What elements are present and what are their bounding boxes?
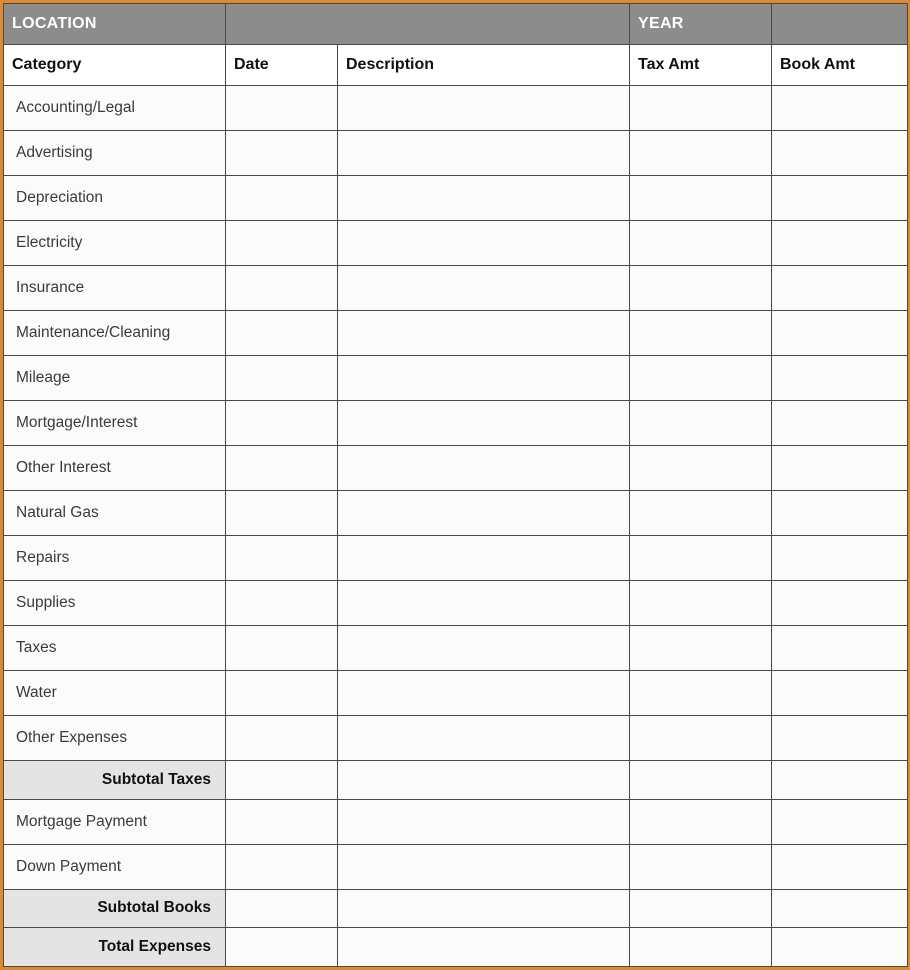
row-description[interactable] (338, 799, 630, 844)
year-label: YEAR (630, 4, 772, 45)
row-date[interactable] (226, 491, 338, 536)
row-description[interactable] (338, 446, 630, 491)
row-description[interactable] (338, 928, 630, 967)
table-row (4, 131, 908, 176)
location-label: LOCATION (4, 4, 226, 45)
row-category: Accounting/Legal (4, 86, 226, 131)
table-row (4, 581, 908, 626)
row-book-amt[interactable] (772, 86, 908, 131)
row-description[interactable] (338, 131, 630, 176)
row-description[interactable] (338, 626, 630, 671)
row-book-amt[interactable] (772, 844, 908, 889)
row-tax-amt[interactable] (630, 86, 772, 131)
row-category: Other Expenses (4, 716, 226, 761)
row-description[interactable] (338, 86, 630, 131)
row-tax-amt[interactable] (630, 536, 772, 581)
row-date[interactable] (226, 671, 338, 716)
row-category: Advertising (4, 131, 226, 176)
row-category: Mileage (4, 356, 226, 401)
row-category: Water (4, 671, 226, 716)
row-date[interactable] (226, 536, 338, 581)
row-date[interactable] (226, 844, 338, 889)
row-book-amt[interactable] (772, 671, 908, 716)
row-description[interactable] (338, 401, 630, 446)
row-tax-amt[interactable] (630, 581, 772, 626)
table-row (4, 716, 908, 761)
row-book-amt[interactable] (772, 889, 908, 928)
row-book-amt[interactable] (772, 928, 908, 967)
table-row (4, 176, 908, 221)
row-description[interactable] (338, 311, 630, 356)
row-date[interactable] (226, 446, 338, 491)
row-tax-amt[interactable] (630, 311, 772, 356)
row-date[interactable] (226, 928, 338, 967)
row-category: Repairs (4, 536, 226, 581)
row-book-amt[interactable] (772, 401, 908, 446)
row-category: Mortgage/Interest (4, 401, 226, 446)
row-tax-amt[interactable] (630, 266, 772, 311)
row-description[interactable] (338, 581, 630, 626)
row-category: Total Expenses (4, 928, 226, 967)
column-header-row (4, 45, 908, 86)
row-description[interactable] (338, 221, 630, 266)
row-category: Supplies (4, 581, 226, 626)
row-category: Taxes (4, 626, 226, 671)
row-category: Maintenance/Cleaning (4, 311, 226, 356)
row-book-amt[interactable] (772, 311, 908, 356)
table-row (4, 671, 908, 716)
row-book-amt[interactable] (772, 761, 908, 800)
row-book-amt[interactable] (772, 176, 908, 221)
table-row (4, 491, 908, 536)
row-tax-amt[interactable] (630, 626, 772, 671)
table-row (4, 266, 908, 311)
table-row (4, 536, 908, 581)
row-book-amt[interactable] (772, 491, 908, 536)
row-book-amt[interactable] (772, 536, 908, 581)
column-header-tax-amt: Tax Amt (630, 45, 772, 86)
row-book-amt[interactable] (772, 626, 908, 671)
row-book-amt[interactable] (772, 356, 908, 401)
row-description[interactable] (338, 491, 630, 536)
row-description[interactable] (338, 889, 630, 928)
row-date[interactable] (226, 131, 338, 176)
column-header-book-amt: Book Amt (772, 45, 908, 86)
table-row (4, 356, 908, 401)
row-date[interactable] (226, 176, 338, 221)
row-description[interactable] (338, 266, 630, 311)
row-tax-amt[interactable] (630, 889, 772, 928)
row-tax-amt[interactable] (630, 131, 772, 176)
table-row (4, 401, 908, 446)
row-category: Subtotal Taxes (4, 761, 226, 800)
row-date[interactable] (226, 266, 338, 311)
expense-table (3, 3, 908, 967)
row-tax-amt[interactable] (630, 844, 772, 889)
row-date[interactable] (226, 626, 338, 671)
row-date[interactable] (226, 221, 338, 266)
row-description[interactable] (338, 356, 630, 401)
table-row (4, 844, 908, 889)
row-category: Depreciation (4, 176, 226, 221)
column-header-description: Description (338, 45, 630, 86)
row-tax-amt[interactable] (630, 401, 772, 446)
row-description[interactable] (338, 176, 630, 221)
total-expenses-row (4, 928, 908, 967)
row-date[interactable] (226, 311, 338, 356)
column-header-category: Category (4, 45, 226, 86)
row-book-amt[interactable] (772, 581, 908, 626)
table-row (4, 86, 908, 131)
row-category: Mortgage Payment (4, 799, 226, 844)
row-category: Natural Gas (4, 491, 226, 536)
row-book-amt[interactable] (772, 221, 908, 266)
row-description[interactable] (338, 671, 630, 716)
row-category: Other Interest (4, 446, 226, 491)
row-category: Subtotal Books (4, 889, 226, 928)
row-date[interactable] (226, 716, 338, 761)
row-book-amt[interactable] (772, 446, 908, 491)
row-tax-amt[interactable] (630, 716, 772, 761)
row-description[interactable] (338, 844, 630, 889)
row-date[interactable] (226, 761, 338, 800)
row-date[interactable] (226, 799, 338, 844)
row-description[interactable] (338, 716, 630, 761)
row-category: Insurance (4, 266, 226, 311)
row-tax-amt[interactable] (630, 176, 772, 221)
table-row (4, 799, 908, 844)
table-row (4, 626, 908, 671)
row-tax-amt[interactable] (630, 799, 772, 844)
row-tax-amt[interactable] (630, 928, 772, 967)
subtotal-books-row (4, 889, 908, 928)
subtotal-taxes-row (4, 761, 908, 800)
column-header-date: Date (226, 45, 338, 86)
year-value-field[interactable] (772, 4, 908, 45)
row-book-amt[interactable] (772, 799, 908, 844)
row-description[interactable] (338, 536, 630, 581)
row-tax-amt[interactable] (630, 446, 772, 491)
table-row (4, 311, 908, 356)
row-tax-amt[interactable] (630, 221, 772, 266)
table-body (4, 4, 908, 967)
row-category: Electricity (4, 221, 226, 266)
table-row (4, 221, 908, 266)
title-band-row (4, 4, 908, 45)
row-tax-amt[interactable] (630, 671, 772, 716)
location-value-field[interactable] (226, 4, 630, 45)
table-row (4, 446, 908, 491)
row-date[interactable] (226, 401, 338, 446)
row-book-amt[interactable] (772, 131, 908, 176)
row-date[interactable] (226, 581, 338, 626)
row-tax-amt[interactable] (630, 761, 772, 800)
row-category: Down Payment (4, 844, 226, 889)
row-tax-amt[interactable] (630, 356, 772, 401)
row-book-amt[interactable] (772, 716, 908, 761)
row-description[interactable] (338, 761, 630, 800)
row-date[interactable] (226, 889, 338, 928)
row-tax-amt[interactable] (630, 491, 772, 536)
row-book-amt[interactable] (772, 266, 908, 311)
row-date[interactable] (226, 86, 338, 131)
row-date[interactable] (226, 356, 338, 401)
